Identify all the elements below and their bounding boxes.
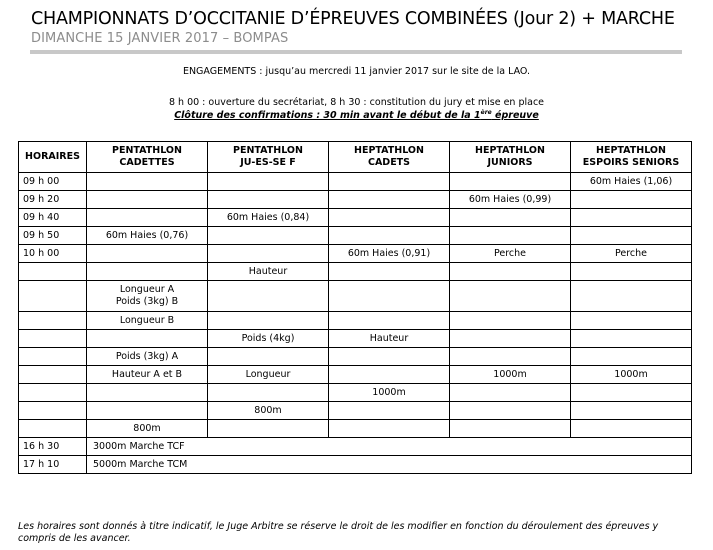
column-header-line2: CADETTES: [119, 157, 175, 168]
event-cell: [208, 348, 329, 366]
event-cell: [450, 384, 571, 402]
column-header-line1: PENTATHLON: [233, 145, 303, 156]
event-cell: [87, 281, 208, 312]
event-cell: [571, 263, 692, 281]
event-cell: [329, 227, 450, 245]
table-row: [19, 227, 692, 245]
event-cell: [571, 312, 692, 330]
column-header-line1: HEPTATHLON: [475, 145, 545, 156]
event-cell: [87, 191, 208, 209]
event-line: Longueur A: [119, 284, 175, 295]
event-cell: Longueur B: [87, 312, 208, 330]
event-cell: [329, 173, 450, 191]
event-cell: [208, 420, 329, 438]
event-cell: [571, 420, 692, 438]
table-row: [19, 348, 692, 366]
event-cell: [450, 420, 571, 438]
event-cell: 60m Haies (0,91): [329, 245, 450, 263]
column-header-1: [87, 142, 208, 173]
event-cell: Hauteur A et B: [87, 366, 208, 384]
table-row: [19, 245, 692, 263]
event-cell: [87, 263, 208, 281]
engagements-text: ENGAGEMENTS : jusqu’au mercredi 11 janvier 2017 sur le site de la LAO.: [182, 66, 531, 77]
event-cell: 1000m: [450, 366, 571, 384]
event-cell: Hauteur: [329, 330, 450, 348]
time-cell: 09 h 50: [19, 227, 87, 245]
column-header-line2: CADETS: [367, 157, 411, 168]
event-cell: [87, 209, 208, 227]
header-divider: [30, 50, 682, 54]
column-header-line1: HEPTATHLON: [596, 145, 666, 156]
table-row: [19, 420, 692, 438]
event-cell: [450, 173, 571, 191]
event-cell: 60m Haies (0,76): [87, 227, 208, 245]
marche-row: [19, 438, 692, 456]
time-cell: 17 h 10: [19, 456, 87, 474]
event-cell: [571, 227, 692, 245]
column-header-3: [329, 142, 450, 173]
time-cell: [19, 384, 87, 402]
event-cell: [450, 312, 571, 330]
time-cell: [19, 263, 87, 281]
column-header-line2: JUNIORS: [487, 157, 533, 168]
table-row: [19, 209, 692, 227]
table-body: [19, 173, 692, 474]
time-cell: 10 h 00: [19, 245, 87, 263]
time-cell: 16 h 30: [19, 438, 87, 456]
marche-event-cell: 3000m Marche TCF: [87, 438, 692, 456]
cloture-main: Clôture des confirmations : 30 min avant le début de la 1: [174, 110, 481, 122]
time-cell: 09 h 40: [19, 209, 87, 227]
column-header-line2: ESPOIRS SENIORS: [582, 157, 680, 168]
column-header-line1: HEPTATHLON: [354, 145, 424, 156]
table-header-row: [19, 142, 692, 173]
event-cell: 1000m: [571, 366, 692, 384]
time-cell: [19, 366, 87, 384]
event-cell: [571, 209, 692, 227]
column-header-4: [450, 142, 571, 173]
event-cell: Poids (4kg): [208, 330, 329, 348]
time-cell: 09 h 00: [19, 173, 87, 191]
column-header-line1: HORAIRES: [25, 151, 80, 162]
marche-row: [19, 456, 692, 474]
event-cell: Longueur: [208, 366, 329, 384]
event-cell: 800m: [87, 420, 208, 438]
event-cell: [571, 281, 692, 312]
event-cell: [87, 330, 208, 348]
event-cell: 1000m: [329, 384, 450, 402]
event-cell: [450, 281, 571, 312]
column-header-2: [208, 142, 329, 173]
event-cell: [329, 191, 450, 209]
event-cell: [208, 312, 329, 330]
event-cell: [208, 281, 329, 312]
event-cell: Perche: [571, 245, 692, 263]
event-cell: [571, 384, 692, 402]
event-cell: [329, 263, 450, 281]
event-cell: 800m: [208, 402, 329, 420]
event-cell: 60m Haies (0,99): [450, 191, 571, 209]
time-cell: [19, 281, 87, 312]
ouverture-text: 8 h 00 : ouverture du secrétariat, 8 h 30 : constitution du jury et mise en place: [168, 97, 545, 108]
event-cell: [450, 263, 571, 281]
event-cell: [87, 384, 208, 402]
event-cell: Hauteur: [208, 263, 329, 281]
event-cell: 60m Haies (1,06): [571, 173, 692, 191]
table-row: [19, 312, 692, 330]
event-cell: [450, 348, 571, 366]
cloture-sup: ère: [480, 109, 492, 116]
event-cell: [208, 384, 329, 402]
event-line: Poids (3kg) B: [115, 296, 179, 307]
event-cell: [329, 366, 450, 384]
time-cell: [19, 330, 87, 348]
cloture-end: épreuve: [491, 110, 539, 122]
event-cell: [208, 173, 329, 191]
time-cell: [19, 402, 87, 420]
time-cell: [19, 420, 87, 438]
column-header-line2: JU-ES-SE F: [240, 157, 296, 168]
event-cell: [571, 402, 692, 420]
event-cell: [450, 227, 571, 245]
table-row: [19, 263, 692, 281]
time-cell: [19, 348, 87, 366]
cloture-text: [0, 109, 713, 121]
event-cell: [571, 348, 692, 366]
event-cell: Poids (3kg) A: [87, 348, 208, 366]
marche-event-cell: 5000m Marche TCM: [87, 456, 692, 474]
column-header-line1: PENTATHLON: [112, 145, 182, 156]
event-cell: [329, 281, 450, 312]
table-row: [19, 173, 692, 191]
table-row: [19, 402, 692, 420]
table-row: [19, 191, 692, 209]
event-cell: [208, 227, 329, 245]
page-title: CHAMPIONNATS D’OCCITANIE D’ÉPREUVES COMBINÉES (Jour 2) + MARCHE: [31, 9, 675, 29]
event-cell: Perche: [450, 245, 571, 263]
event-cell: [87, 245, 208, 263]
schedule-table: [18, 141, 692, 474]
event-cell: [450, 209, 571, 227]
event-cell: [87, 173, 208, 191]
column-header-0: [19, 142, 87, 173]
table-row: [19, 366, 692, 384]
event-cell: [571, 330, 692, 348]
column-header-5: [571, 142, 692, 173]
event-cell: [450, 402, 571, 420]
footnote: Les horaires sont donnés à titre indicatif, le Juge Arbitre se réserve le droit de les modifier en fonction du déroulement des épreuves y compris de les avancer.: [18, 521, 659, 544]
event-cell: [450, 330, 571, 348]
event-cell: [329, 348, 450, 366]
table-row: [19, 384, 692, 402]
event-cell: [208, 245, 329, 263]
event-cell: [329, 420, 450, 438]
time-cell: 09 h 20: [19, 191, 87, 209]
event-cell: [329, 312, 450, 330]
event-cell: [208, 191, 329, 209]
table-row: [19, 330, 692, 348]
event-cell: [571, 191, 692, 209]
event-cell: [329, 402, 450, 420]
event-cell: [87, 402, 208, 420]
event-cell: [329, 209, 450, 227]
table-row: [19, 281, 692, 312]
event-cell: 60m Haies (0,84): [208, 209, 329, 227]
time-cell: [19, 312, 87, 330]
page-subtitle: DIMANCHE 15 JANVIER 2017 – BOMPAS: [31, 31, 289, 46]
